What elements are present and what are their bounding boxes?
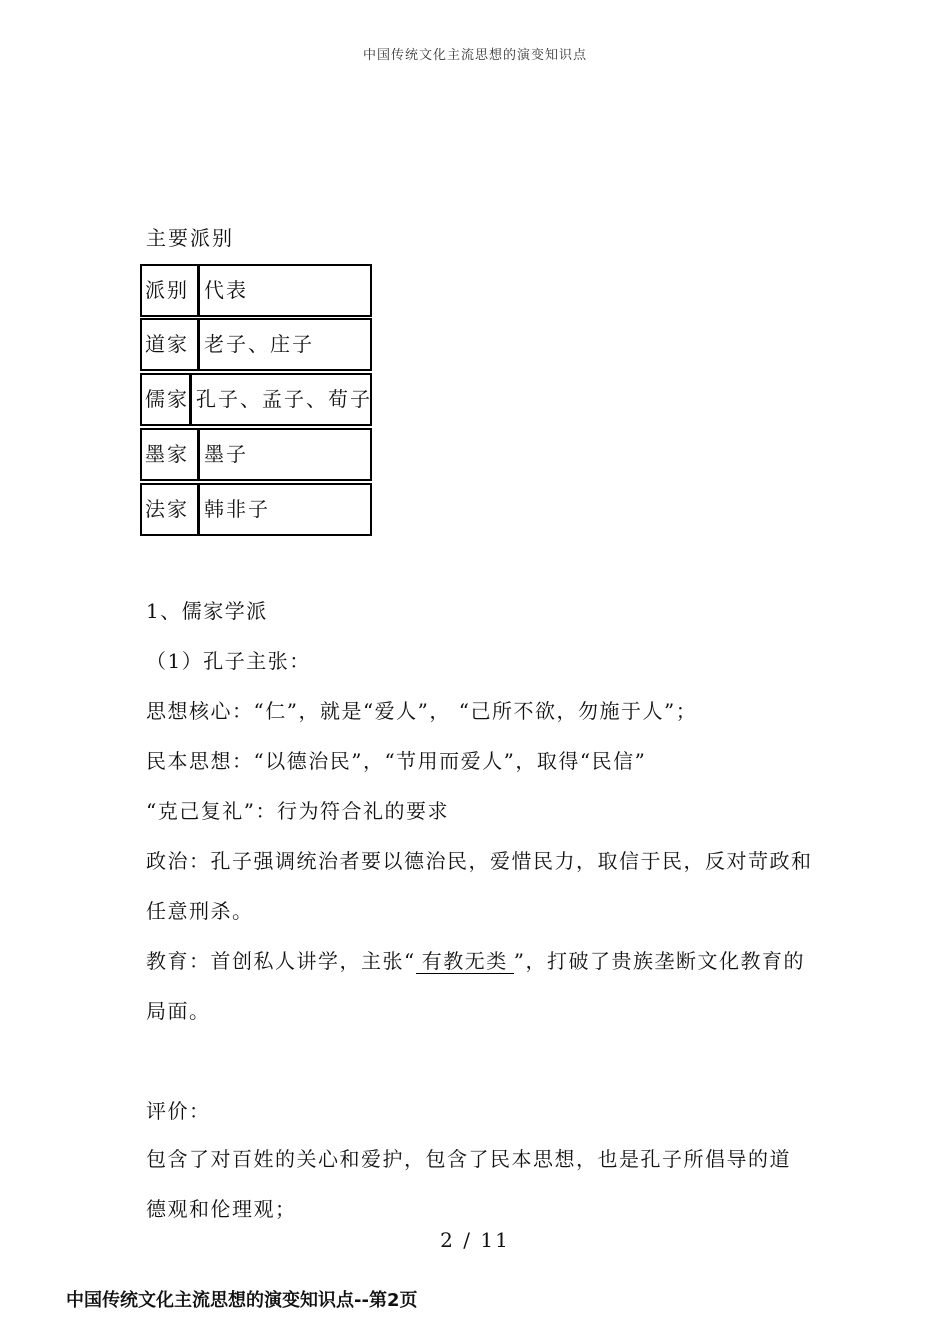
- education-text-post: ”，打破了贵族垄断文化教育的: [513, 949, 805, 973]
- paragraph-line: 思想核心：“仁”，就是“爱人”， “己所不欲，勿施于人”；: [146, 699, 698, 723]
- paragraph-line: 政治：孔子强调统治者要以德治民，爱惜民力，取信于民，反对苛政和: [146, 849, 813, 873]
- table-cell-school: 道家: [142, 320, 200, 369]
- table-header-row: [140, 264, 372, 317]
- education-text-pre: 教育：首创私人讲学，主张“: [146, 949, 416, 973]
- page-footer: 中国传统文化主流思想的演变知识点--第2页: [66, 1290, 418, 1311]
- table-row: [140, 428, 372, 481]
- page-header: 中国传统文化主流思想的演变知识点: [362, 48, 587, 63]
- paragraph-line: 任意刑杀。: [146, 899, 254, 923]
- table-header-cell: 代表: [204, 278, 248, 302]
- subsection-heading: （1）孔子主张：: [146, 649, 311, 673]
- table-row: [140, 373, 372, 426]
- table-cell-representative: 韩非子: [204, 497, 270, 521]
- table-cell-representative: 孔子、孟子、荀子: [196, 387, 372, 411]
- table-cell-representative: 老子、庄子: [204, 332, 314, 356]
- table-cell-school: 儒家: [142, 375, 192, 424]
- table-cell-school: 法家: [142, 485, 200, 534]
- table-title: 主要派别: [146, 226, 234, 250]
- paragraph-line: 局面。: [146, 999, 211, 1023]
- paragraph-line-education: [146, 945, 805, 974]
- table-row: [140, 318, 372, 371]
- underlined-term: 有教无类: [416, 949, 514, 974]
- table-header-cell: 派别: [142, 266, 200, 315]
- paragraph-line: 包含了对百姓的关心和爱护，包含了民本思想，也是孔子所倡导的道: [146, 1147, 791, 1171]
- page-number: 2 / 11: [440, 1228, 510, 1252]
- table-cell-representative: 墨子: [204, 442, 248, 466]
- paragraph-line: 德观和伦理观；: [146, 1197, 297, 1221]
- paragraph-line: “克己复礼”：行为符合礼的要求: [146, 799, 449, 823]
- table-cell-school: 墨家: [142, 430, 200, 479]
- paragraph-line: 民本思想：“以德治民”，“节用而爱人”，取得“民信”: [146, 749, 647, 773]
- table-row: [140, 483, 372, 536]
- section-heading: 1、儒家学派: [146, 599, 268, 623]
- evaluation-label: 评价：: [146, 1099, 211, 1123]
